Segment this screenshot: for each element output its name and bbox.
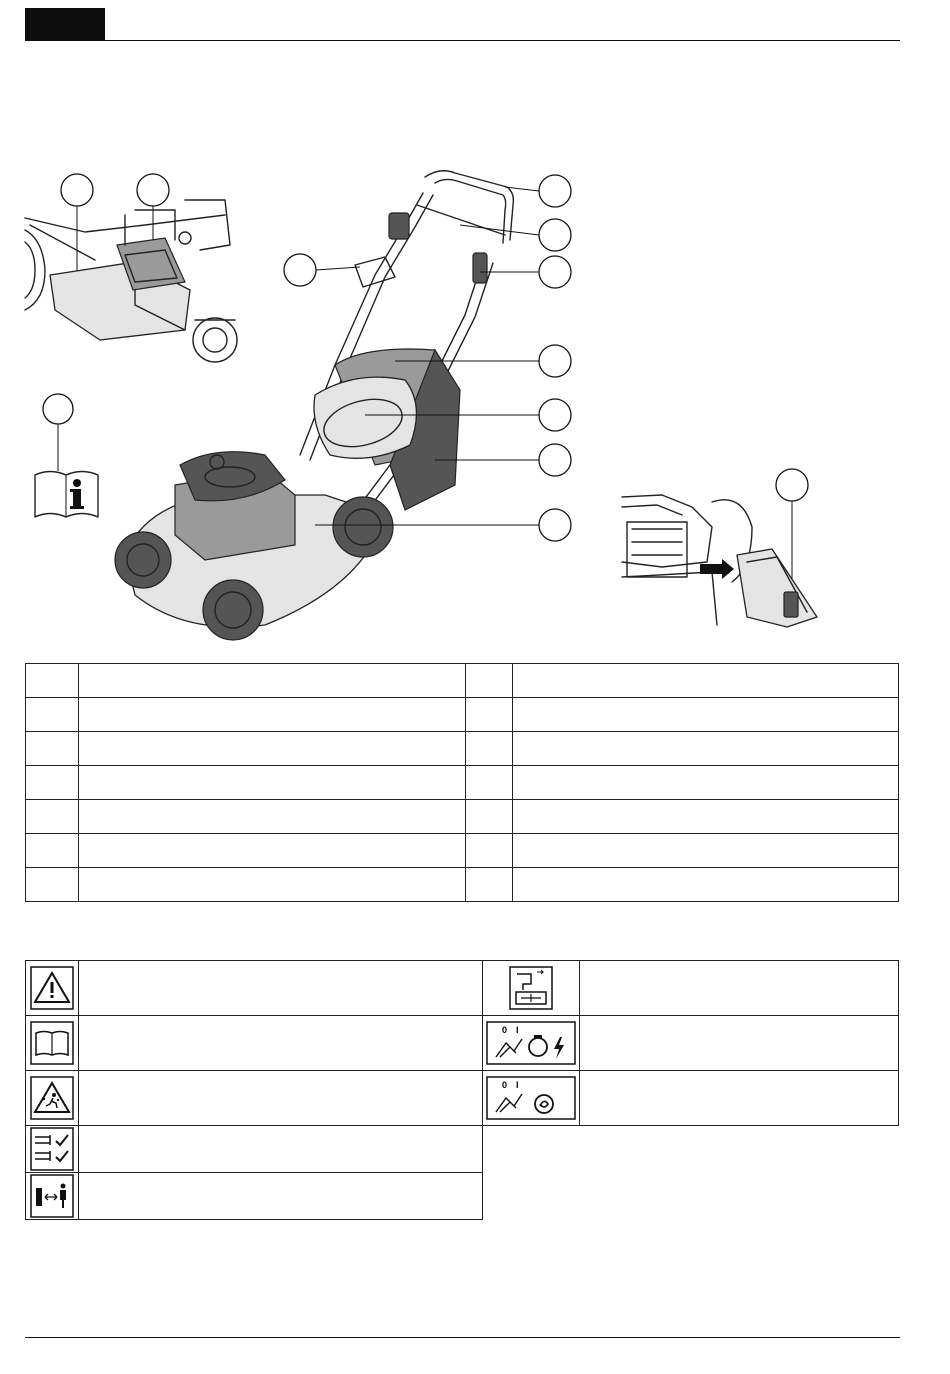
engine-brake-lever-electric-start-icon bbox=[486, 1021, 576, 1065]
symbol-cell bbox=[26, 1126, 79, 1173]
lever-label-off: 0 bbox=[502, 1025, 508, 1035]
part-number-cell bbox=[26, 698, 79, 732]
callout-circle bbox=[539, 399, 571, 431]
part-number-cell bbox=[26, 800, 79, 834]
callout-circle bbox=[284, 254, 316, 286]
mulch-plug-figure bbox=[622, 467, 822, 625]
part-number-cell bbox=[26, 664, 79, 698]
symbol-description bbox=[79, 1173, 483, 1220]
part-number-cell bbox=[465, 698, 512, 732]
callout-circle bbox=[539, 345, 571, 377]
callout-circle bbox=[776, 469, 808, 501]
keep-distance-icon bbox=[30, 1174, 74, 1218]
callout-circle bbox=[539, 219, 571, 251]
part-description-cell bbox=[79, 732, 466, 766]
symbol-cell bbox=[26, 1071, 79, 1126]
disconnect-before-service-icon bbox=[30, 1127, 74, 1171]
parts-table-row bbox=[26, 868, 899, 902]
part-description-cell bbox=[79, 868, 466, 902]
part-description-cell bbox=[79, 834, 466, 868]
part-number-cell bbox=[465, 732, 512, 766]
manual-info-figure bbox=[30, 393, 105, 523]
part-number-cell bbox=[465, 766, 512, 800]
part-description-cell bbox=[512, 834, 899, 868]
symbol-cell bbox=[483, 1071, 580, 1126]
symbol-description bbox=[79, 1071, 483, 1126]
symbol-description bbox=[79, 961, 483, 1016]
part-description-cell bbox=[79, 800, 466, 834]
part-description-cell bbox=[512, 766, 899, 800]
part-number-cell bbox=[26, 732, 79, 766]
part-number-cell bbox=[465, 800, 512, 834]
part-description-cell bbox=[512, 732, 899, 766]
part-number-cell bbox=[26, 834, 79, 868]
lever-label-on: I bbox=[516, 1080, 519, 1090]
part-description-cell bbox=[79, 664, 466, 698]
part-description-cell bbox=[512, 868, 899, 902]
symbol-cell bbox=[26, 961, 79, 1016]
header-tab bbox=[25, 8, 105, 40]
thrown-objects-warning-icon bbox=[30, 1076, 74, 1120]
symbol-cell bbox=[483, 1016, 580, 1071]
symbol-cell bbox=[26, 1173, 79, 1220]
part-number-cell bbox=[26, 766, 79, 800]
symbol-description bbox=[580, 1071, 899, 1126]
callout-circle bbox=[539, 256, 571, 288]
symbol-description bbox=[79, 1126, 483, 1173]
read-manual-icon bbox=[30, 1021, 74, 1065]
part-number-cell bbox=[465, 664, 512, 698]
grass-catcher-full-indicator-icon bbox=[509, 966, 553, 1010]
symbol-description bbox=[580, 1016, 899, 1071]
part-number-cell bbox=[26, 868, 79, 902]
callout-circle bbox=[61, 174, 93, 206]
part-number-cell bbox=[465, 868, 512, 902]
wheel-front-right bbox=[203, 580, 263, 640]
parts-table-row bbox=[26, 766, 899, 800]
part-description-cell bbox=[512, 800, 899, 834]
parts-table-row bbox=[26, 732, 899, 766]
symbol-description bbox=[580, 961, 899, 1016]
parts-table-row bbox=[26, 698, 899, 732]
part-number-cell bbox=[465, 834, 512, 868]
part-description-cell bbox=[79, 698, 466, 732]
parts-table-row bbox=[26, 800, 899, 834]
symbol-cell bbox=[483, 961, 580, 1016]
wheel-front-left bbox=[115, 532, 171, 588]
symbol-cell bbox=[26, 1016, 79, 1071]
parts-table bbox=[25, 663, 899, 902]
part-description-cell bbox=[512, 698, 899, 732]
parts-table-row bbox=[26, 664, 899, 698]
part-description-cell bbox=[79, 766, 466, 800]
part-description-cell bbox=[512, 664, 899, 698]
symbols-table bbox=[25, 960, 899, 1220]
callout-circle bbox=[43, 394, 73, 424]
drive-lever-icon bbox=[486, 1076, 576, 1120]
header-rule bbox=[25, 40, 900, 41]
symbol-description bbox=[79, 1016, 483, 1071]
main-mower-figure bbox=[105, 165, 575, 645]
callout-circle bbox=[539, 444, 571, 476]
wheel-rear-right bbox=[333, 497, 393, 557]
lever-label-on: I bbox=[516, 1025, 519, 1035]
footer-rule bbox=[25, 1337, 900, 1338]
parts-table-row bbox=[26, 834, 899, 868]
lever-label-off: 0 bbox=[502, 1080, 508, 1090]
callout-circle bbox=[539, 175, 571, 207]
callout-circle bbox=[539, 509, 571, 541]
warning-triangle-icon bbox=[30, 966, 74, 1010]
